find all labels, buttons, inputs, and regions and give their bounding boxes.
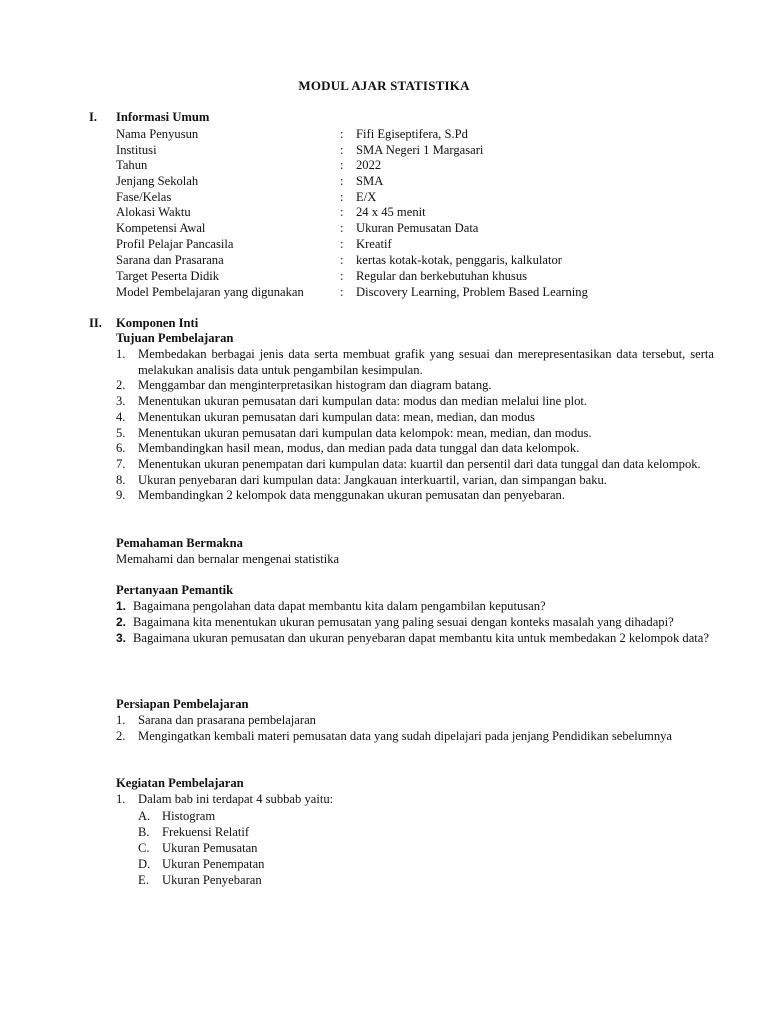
list-text: Menentukan ukuran pemusatan dari kumpulan data: modus dan median melalui line plot.: [138, 394, 588, 409]
list-number: 8.: [116, 472, 126, 487]
list-number: 1.: [116, 713, 126, 727]
info-value: Ukuran Pemusatan Data: [356, 221, 479, 235]
pertanyaan-heading: Pertanyaan Pemantik: [116, 583, 234, 597]
info-separator: :: [340, 237, 344, 251]
list-item: [116, 792, 714, 808]
list-item: [116, 347, 714, 378]
section-2-number: II.: [89, 316, 102, 330]
info-separator: :: [340, 205, 344, 219]
pertanyaan-list: [116, 599, 714, 646]
info-separator: :: [340, 269, 344, 283]
info-separator: :: [340, 253, 344, 267]
persiapan-heading: Persiapan Pembelajaran: [116, 697, 249, 711]
list-text: Ukuran Penempatan: [162, 857, 265, 871]
info-value: SMA Negeri 1 Margasari: [356, 143, 484, 157]
list-text: Frekuensi Relatif: [162, 825, 250, 839]
list-text: Membandingkan 2 kelompok data menggunakan ukuran pemusatan dan penyebaran.: [138, 488, 566, 503]
list-number: 2.: [116, 378, 126, 393]
list-item: [116, 394, 714, 410]
list-letter: E.: [138, 873, 149, 887]
list-text: Sarana dan prasarana pembelajaran: [138, 713, 316, 727]
list-item: [138, 856, 264, 872]
kegiatan-heading: Kegiatan Pembelajaran: [116, 776, 244, 790]
info-separator: :: [340, 285, 344, 299]
list-text: Menentukan ukuran pemusatan dari kumpulan data: mean, median, dan modus: [138, 409, 535, 424]
tujuan-heading: Tujuan Pembelajaran: [116, 331, 234, 345]
list-text: Bagaimana ukuran pemusatan dan ukuran penyebaran dapat membantu kita untuk membedakan 2 kelompok data?: [133, 630, 709, 645]
list-number: 1.: [116, 599, 127, 613]
list-text: Membedakan berbagai jenis data serta membuat grafik yang sesuai dan merepresentasikan data tersebut, serta melakukan analisis data untuk pengambilan kesimpulan.: [138, 347, 714, 377]
list-item: [116, 457, 714, 473]
info-label: Fase/Kelas: [116, 190, 172, 204]
pemahaman-text: Memahami dan bernalar mengenai statistika: [116, 552, 340, 566]
list-item: [138, 808, 264, 824]
list-number: 3.: [116, 630, 127, 645]
list-text: Histogram: [162, 809, 216, 823]
info-separator: :: [340, 221, 344, 235]
list-letter: A.: [138, 809, 151, 823]
info-value: Regular dan berkebutuhan khusus: [356, 269, 528, 283]
info-separator: :: [340, 127, 344, 141]
info-value: SMA: [356, 174, 384, 188]
info-label: Jenjang Sekolah: [116, 174, 199, 188]
list-text: Ukuran Penyebaran: [162, 873, 262, 887]
subbab-list: [138, 808, 264, 888]
info-label: Target Peserta Didik: [116, 269, 220, 283]
list-text: Dalam bab ini terdapat 4 subbab yaitu:: [138, 792, 334, 806]
info-separator: :: [340, 174, 344, 188]
section-1-number: I.: [89, 110, 98, 124]
section-1-heading: Informasi Umum: [116, 110, 210, 124]
list-text: Ukuran Pemusatan: [162, 841, 258, 855]
list-number: 1.: [116, 792, 126, 806]
list-number: 4.: [116, 409, 126, 424]
info-label: Tahun: [116, 158, 148, 172]
persiapan-list: [116, 713, 714, 744]
list-item: [116, 426, 714, 442]
info-label: Institusi: [116, 143, 157, 157]
list-item: [138, 824, 264, 840]
list-item: [116, 599, 714, 615]
list-item: [116, 441, 714, 457]
info-value: Discovery Learning, Problem Based Learning: [356, 285, 588, 299]
info-label: Sarana dan Prasarana: [116, 253, 224, 267]
kegiatan-list: [116, 792, 714, 808]
info-separator: :: [340, 158, 344, 172]
info-separator: :: [340, 143, 344, 157]
list-item: [116, 729, 714, 745]
list-text: Menentukan ukuran penempatan dari kumpulan data: kuartil dan persentil dari data tunggal dan data kelompok.: [138, 456, 701, 471]
info-value: Fifi Egiseptifera, S.Pd: [356, 127, 468, 141]
info-label: Kompetensi Awal: [116, 221, 206, 235]
list-text: Membandingkan hasil mean, modus, dan median pada data tunggal dan data kelompok.: [138, 441, 580, 456]
list-item: [116, 488, 714, 504]
list-number: 6.: [116, 441, 126, 456]
list-number: 7.: [116, 456, 126, 471]
list-item: [116, 473, 714, 489]
document-title: MODUL AJAR STATISTIKA: [298, 78, 470, 93]
list-text: Bagaimana pengolahan data dapat membantu kita dalam pengambilan keputusan?: [133, 599, 546, 613]
list-number: 5.: [116, 425, 126, 440]
info-value: 2022: [356, 158, 382, 172]
list-number: 2.: [116, 728, 126, 743]
info-separator: :: [340, 190, 344, 204]
list-number: 9.: [116, 488, 126, 503]
list-item: [138, 840, 264, 856]
list-text: Menggambar dan menginterpretasikan histogram dan diagram batang.: [138, 378, 492, 393]
section-2-heading: Komponen Inti: [116, 316, 199, 330]
list-text: Bagaimana kita menentukan ukuran pemusatan yang paling sesuai dengan konteks masalah yang dihadapi?: [133, 614, 674, 629]
list-item: [116, 378, 714, 394]
info-label: Profil Pelajar Pancasila: [116, 237, 234, 251]
list-text: Menentukan ukuran pemusatan dari kumpulan data kelompok: mean, median, dan modus.: [138, 425, 592, 440]
list-item: [116, 713, 714, 729]
list-item: [138, 872, 264, 888]
list-letter: C.: [138, 841, 150, 855]
list-number: 2.: [116, 614, 127, 629]
info-value: E/X: [356, 190, 377, 204]
list-number: 3.: [116, 394, 126, 409]
list-letter: B.: [138, 825, 150, 839]
info-label: Nama Penyusun: [116, 127, 199, 141]
pemahaman-heading: Pemahaman Bermakna: [116, 536, 243, 550]
list-item: [116, 631, 714, 647]
info-value: Kreatif: [356, 237, 392, 251]
list-text: Mengingatkan kembali materi pemusatan data yang sudah dipelajari pada jenjang Pendidikan sebelumnya: [138, 728, 673, 743]
info-value: kertas kotak-kotak, penggaris, kalkulator: [356, 253, 562, 267]
info-label: Alokasi Waktu: [116, 205, 191, 219]
list-text: Ukuran penyebaran dari kumpulan data: Jangkauan interkuartil, varian, dan simpangan baku.: [138, 472, 607, 487]
list-number: 1.: [116, 347, 126, 361]
list-item: [116, 615, 714, 631]
list-letter: D.: [138, 857, 151, 871]
info-value: 24 x 45 menit: [356, 205, 426, 219]
list-item: [116, 410, 714, 426]
tujuan-list: [116, 347, 714, 504]
info-label: Model Pembelajaran yang digunakan: [116, 285, 304, 299]
